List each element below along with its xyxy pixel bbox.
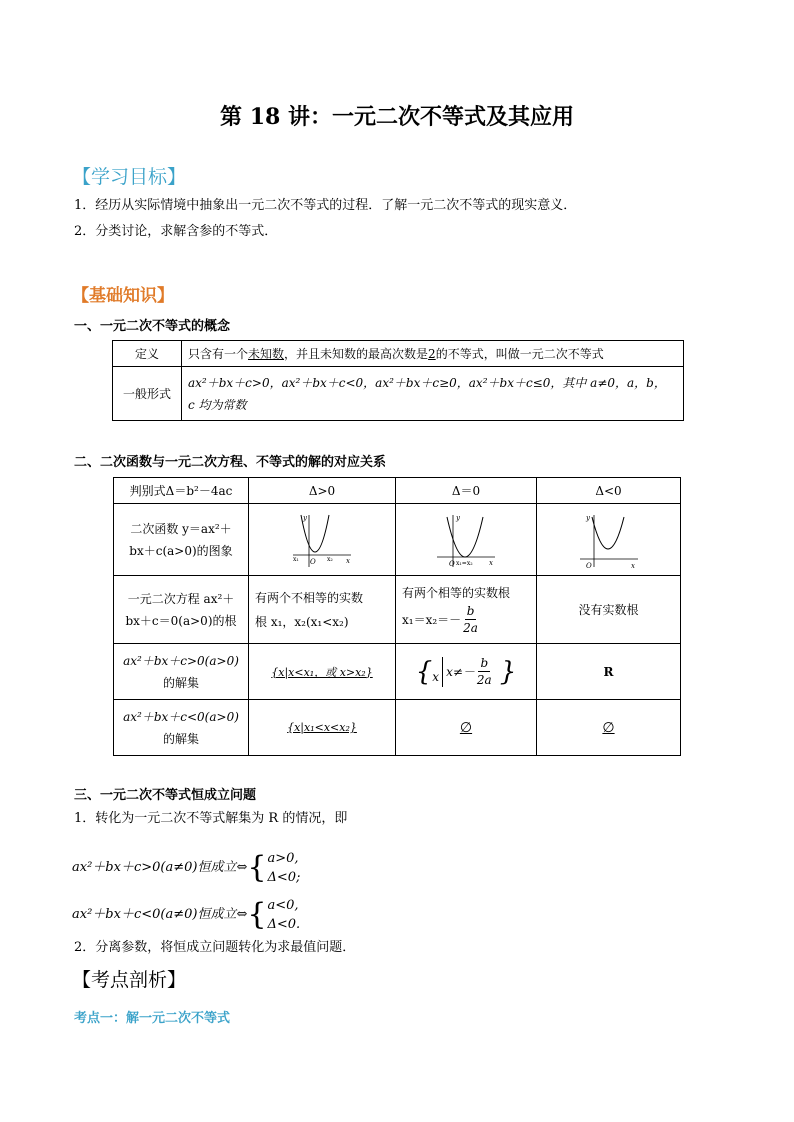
root-row-label — [114, 576, 249, 644]
brace-icon: { — [247, 850, 267, 885]
gt-zero-row-label — [114, 644, 249, 700]
fraction-b-over-2a-set — [477, 655, 492, 688]
general-form-label: 一般形式 — [113, 367, 182, 421]
lt-zero-no-root-cell — [537, 700, 681, 756]
gt-zero-one-root-set — [402, 655, 530, 688]
definition-cell — [182, 341, 684, 367]
graph-cell-one-root — [396, 504, 537, 576]
section-2-heading: 二、二次函数与一元二次方程、不等式的解的对应关系 — [74, 455, 387, 470]
delta-positive-header: Δ>0 — [249, 478, 396, 504]
condition-positive — [72, 849, 300, 887]
definition-text-a: 只含有一个 — [188, 347, 249, 361]
fraction-numerator: b — [480, 656, 489, 670]
fraction-b-over-2a — [463, 603, 478, 636]
graph-label-x: x — [346, 556, 350, 565]
set-variable: x — [432, 670, 440, 684]
learning-goals-heading: 【学习目标】 — [72, 166, 187, 188]
right-brace-icon: } — [499, 656, 517, 687]
discriminant-header: 判别式Δ＝b²－4ac — [114, 478, 249, 504]
graph-label-x1: x₁ — [293, 555, 299, 563]
graph-label-origin: O — [310, 557, 316, 566]
condition-positive-cases — [267, 849, 300, 887]
graph-row-label — [114, 504, 249, 576]
graph-cell-two-roots — [249, 504, 396, 576]
parabola-one-root-graph — [433, 511, 499, 569]
root-row-label-1: 一元二次方程 ax²＋ — [127, 591, 235, 606]
general-form-cell — [182, 367, 684, 421]
condition-positive-bottom: Δ<0; — [267, 870, 301, 885]
roots-equal-cell — [396, 576, 537, 644]
condition-negative-bottom: Δ<0. — [267, 917, 301, 932]
lt-zero-row-label-2: 的解集 — [162, 731, 199, 746]
condition-positive-top: a>0, — [267, 851, 299, 866]
lt-zero-one-root-cell — [396, 700, 537, 756]
goal-item-2: 2．分类讨论，求解含参的不等式． — [74, 224, 278, 239]
graph-label-origin: O — [585, 561, 592, 569]
condition-negative-left: ax²＋bx＋c<0(a≠0)恒成立⇔ — [72, 907, 248, 922]
graph-label-x: x — [630, 561, 635, 569]
condition-negative-cases — [267, 896, 300, 934]
gt-zero-row-label-2: 的解集 — [162, 675, 199, 690]
lt-zero-two-roots-set: {x|x₁<x<x₂} — [287, 721, 357, 734]
empty-set-symbol: ∅ — [602, 719, 615, 736]
graph-label-x: x — [489, 558, 493, 567]
fraction-numerator: b — [466, 604, 475, 618]
gt-zero-one-root-cell — [396, 644, 537, 700]
roots-none-cell: 没有实数根 — [537, 576, 681, 644]
definition-degree: 2 — [428, 347, 436, 361]
parabola-two-roots-graph — [289, 511, 355, 569]
set-bar — [442, 657, 443, 687]
section-3-heading: 三、一元二次不等式恒成立问题 — [74, 788, 257, 803]
lt-zero-two-roots-cell — [249, 700, 396, 756]
roots-two-line-1: 有两个不相等的实数 — [255, 590, 364, 605]
relation-table — [113, 477, 681, 756]
condition-negative — [72, 896, 300, 934]
fraction-denominator: 2a — [463, 621, 478, 635]
left-brace-icon: { — [415, 656, 433, 687]
page-title: 第 18 讲：一元二次不等式及其应用 — [220, 104, 574, 130]
roots-equal-line-1: 有两个相等的实数根 — [402, 586, 511, 600]
definition-text-b: ，并且未知数的最高次数是 — [284, 347, 429, 361]
paragraph-1: 1．转化为一元二次不等式解集为 R 的情况，即 — [74, 811, 348, 826]
fraction-denominator: 2a — [476, 673, 492, 687]
roots-two-cell — [249, 576, 396, 644]
general-form-line-2: c 均为常数 — [188, 397, 247, 412]
roots-equal-line-2: x₁＝x₂＝－ — [402, 612, 462, 627]
goal-item-1: 1．经历从实际情境中抽象出一元二次不等式的过程．了解一元二次不等式的现实意义． — [74, 198, 577, 213]
exam-point-1-heading: 考点一：解一元二次不等式 — [74, 1011, 231, 1026]
definition-text-c: 的不等式，叫做一元二次不等式 — [435, 347, 604, 361]
roots-two-line-2: 根 x₁，x₂(x₁<x₂) — [255, 614, 349, 629]
lt-zero-row-label — [114, 700, 249, 756]
gt-zero-two-roots-set: {x|x<x₁，或 x>x₂} — [271, 665, 373, 679]
graph-cell-no-root — [537, 504, 681, 576]
paragraph-2: 2．分离参数，将恒成立问题转化为求最值问题． — [74, 940, 356, 955]
graph-row-label-2: bx＋c(a>0)的图象 — [129, 543, 233, 558]
gt-zero-no-root-cell: R — [537, 644, 681, 700]
general-form-line-1: ax²＋bx＋c>0，ax²＋bx＋c<0，ax²＋bx＋c≥0，ax²＋bx＋c≤0，其中 a≠0，a，b， — [188, 375, 666, 390]
graph-row-label-1: 二次函数 y＝ax²＋ — [130, 521, 232, 536]
parabola-no-root-graph — [576, 511, 642, 569]
graph-label-x2: x₂ — [327, 555, 333, 563]
graph-label-y: y — [456, 513, 460, 522]
empty-set-symbol: ∅ — [459, 719, 473, 736]
basics-heading: 【基础知识】 — [72, 286, 174, 306]
gt-zero-row-label-1: ax²＋bx＋c>0(a>0) — [123, 653, 239, 668]
condition-positive-left: ax²＋bx＋c>0(a≠0)恒成立⇔ — [72, 860, 248, 875]
brace-icon: { — [247, 897, 267, 932]
graph-label-y: y — [303, 513, 307, 522]
roots-equal-formula — [402, 603, 530, 636]
definition-label: 定义 — [113, 341, 182, 367]
condition-negative-top: a<0, — [267, 898, 299, 913]
delta-negative-header: Δ<0 — [537, 478, 681, 504]
definition-unknown: 未知数 — [248, 347, 285, 361]
exam-points-heading: 【考点剖析】 — [72, 969, 187, 991]
section-1-heading: 一、一元二次不等式的概念 — [74, 319, 231, 334]
lt-zero-row-label-1: ax²＋bx＋c<0(a>0) — [123, 709, 239, 724]
gt-zero-two-roots-cell — [249, 644, 396, 700]
graph-label-origin: O — [449, 559, 455, 568]
concept-table — [112, 340, 684, 421]
delta-zero-header: Δ＝0 — [396, 478, 537, 504]
graph-label-y: y — [585, 513, 590, 522]
graph-label-x1x2: x₁=x₂ — [456, 559, 473, 567]
root-row-label-2: bx＋c＝0(a>0)的根 — [125, 613, 237, 628]
set-condition: x≠－ — [446, 665, 475, 679]
